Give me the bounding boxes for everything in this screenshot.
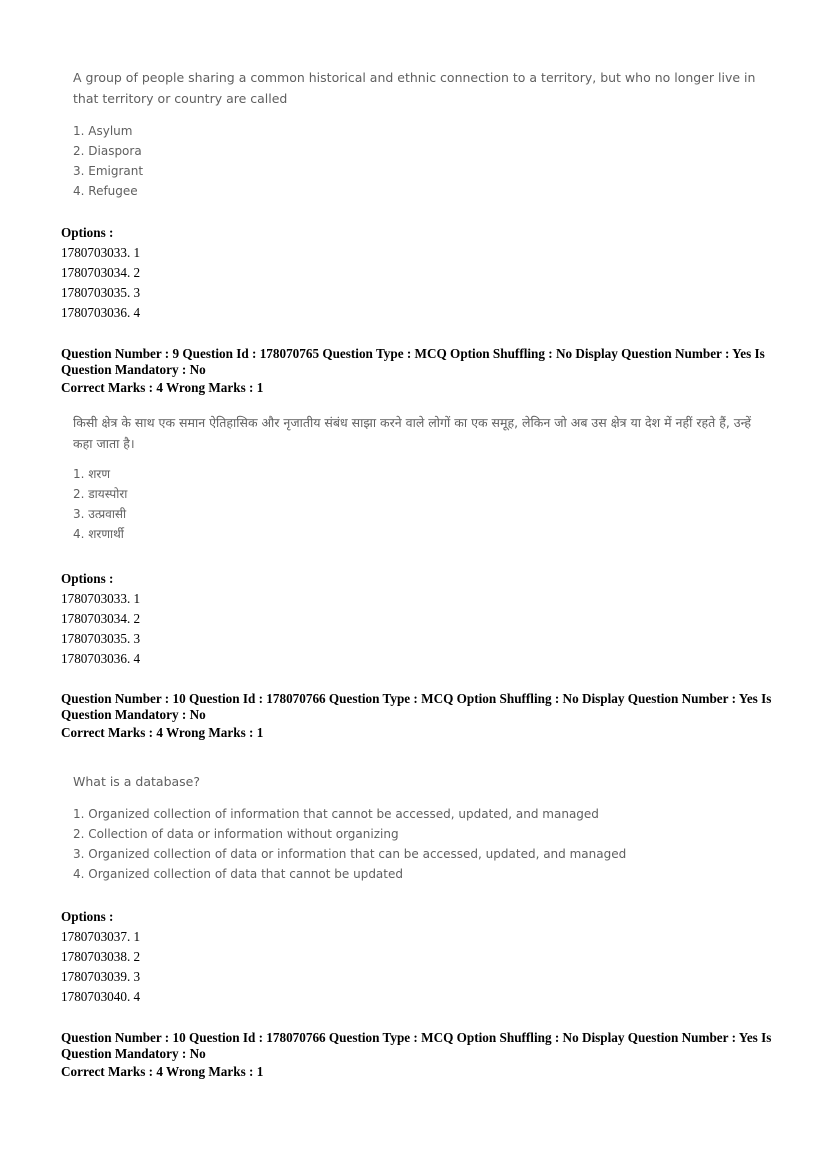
choice-item: 3. Emigrant xyxy=(73,164,144,178)
option-id: 1780703035. 3 xyxy=(61,631,141,646)
question-text: किसी क्षेत्र के साथ एक समान ऐतिहासिक और नृजातीय संबंध साझा करने वाले लोगों का एक समूह, लेकिन जो अब उस क्षेत्र या देश में नहीं रहते हैं, उन्हें कहा जाता है। xyxy=(73,415,752,451)
question-meta: Question Number : 10 Question Id : 178070766 Question Type : MCQ Option Shuffling : No Display Question Number : Yes Is Question Mandatory : No xyxy=(61,691,772,722)
option-id: 1780703034. 2 xyxy=(61,611,141,626)
marks-line: Correct Marks : 4 Wrong Marks : 1 xyxy=(61,380,264,395)
option-id: 1780703036. 4 xyxy=(61,305,141,320)
choice-item: 3. उत्प्रवासी xyxy=(73,507,127,521)
option-id: 1780703033. 1 xyxy=(61,245,141,260)
option-id: 1780703033. 1 xyxy=(61,591,141,606)
options-block xyxy=(61,569,140,669)
option-id: 1780703040. 4 xyxy=(61,989,141,1004)
option-id: 1780703039. 3 xyxy=(61,969,141,984)
choice-item: 4. शरणार्थी xyxy=(73,527,124,541)
choice-item: 2. Collection of data or information without organizing xyxy=(73,827,399,841)
question-text: A group of people sharing a common historical and ethnic connection to a territory, but who no longer live in that territory or country are called xyxy=(73,70,756,106)
question-meta: Question Number : 10 Question Id : 178070766 Question Type : MCQ Option Shuffling : No Display Question Number : Yes Is Question Mandatory : No xyxy=(61,1030,772,1061)
options-label: Options : xyxy=(61,909,114,924)
options-label: Options : xyxy=(61,225,114,240)
choice-item: 1. Asylum xyxy=(73,124,133,138)
choice-list xyxy=(73,121,763,201)
option-id: 1780703037. 1 xyxy=(61,929,141,944)
choice-list xyxy=(73,804,773,884)
question-10-image xyxy=(73,771,773,884)
choice-item: 1. शरण xyxy=(73,467,111,481)
options-block xyxy=(61,223,140,323)
marks-line: Correct Marks : 4 Wrong Marks : 1 xyxy=(61,1064,264,1079)
marks-line: Correct Marks : 4 Wrong Marks : 1 xyxy=(61,725,264,740)
choice-item: 2. डायस्पोरा xyxy=(73,487,128,501)
options-label: Options : xyxy=(61,571,114,586)
choice-item: 4. Refugee xyxy=(73,184,138,198)
question-10b-header xyxy=(61,1030,781,1080)
choice-item: 4. Organized collection of data that cannot be updated xyxy=(73,867,403,881)
options-block xyxy=(61,907,140,1007)
question-10-header xyxy=(61,691,781,741)
option-id-list xyxy=(61,243,140,323)
option-id: 1780703034. 2 xyxy=(61,265,141,280)
question-8-image xyxy=(73,67,763,201)
question-text: What is a database? xyxy=(73,774,200,789)
choice-item: 3. Organized collection of data or information that can be accessed, updated, and managed xyxy=(73,847,627,861)
choice-item: 2. Diaspora xyxy=(73,144,142,158)
question-meta: Question Number : 9 Question Id : 178070765 Question Type : MCQ Option Shuffling : No Display Question Number : Yes Is Question Mandatory : No xyxy=(61,346,765,377)
option-id: 1780703036. 4 xyxy=(61,651,141,666)
question-9-header xyxy=(61,346,781,396)
question-9-image xyxy=(73,412,773,544)
choice-list xyxy=(73,464,773,544)
option-id-list xyxy=(61,927,140,1007)
choice-item: 1. Organized collection of information that cannot be accessed, updated, and managed xyxy=(73,807,599,821)
option-id: 1780703038. 2 xyxy=(61,949,141,964)
option-id-list xyxy=(61,589,140,669)
option-id: 1780703035. 3 xyxy=(61,285,141,300)
